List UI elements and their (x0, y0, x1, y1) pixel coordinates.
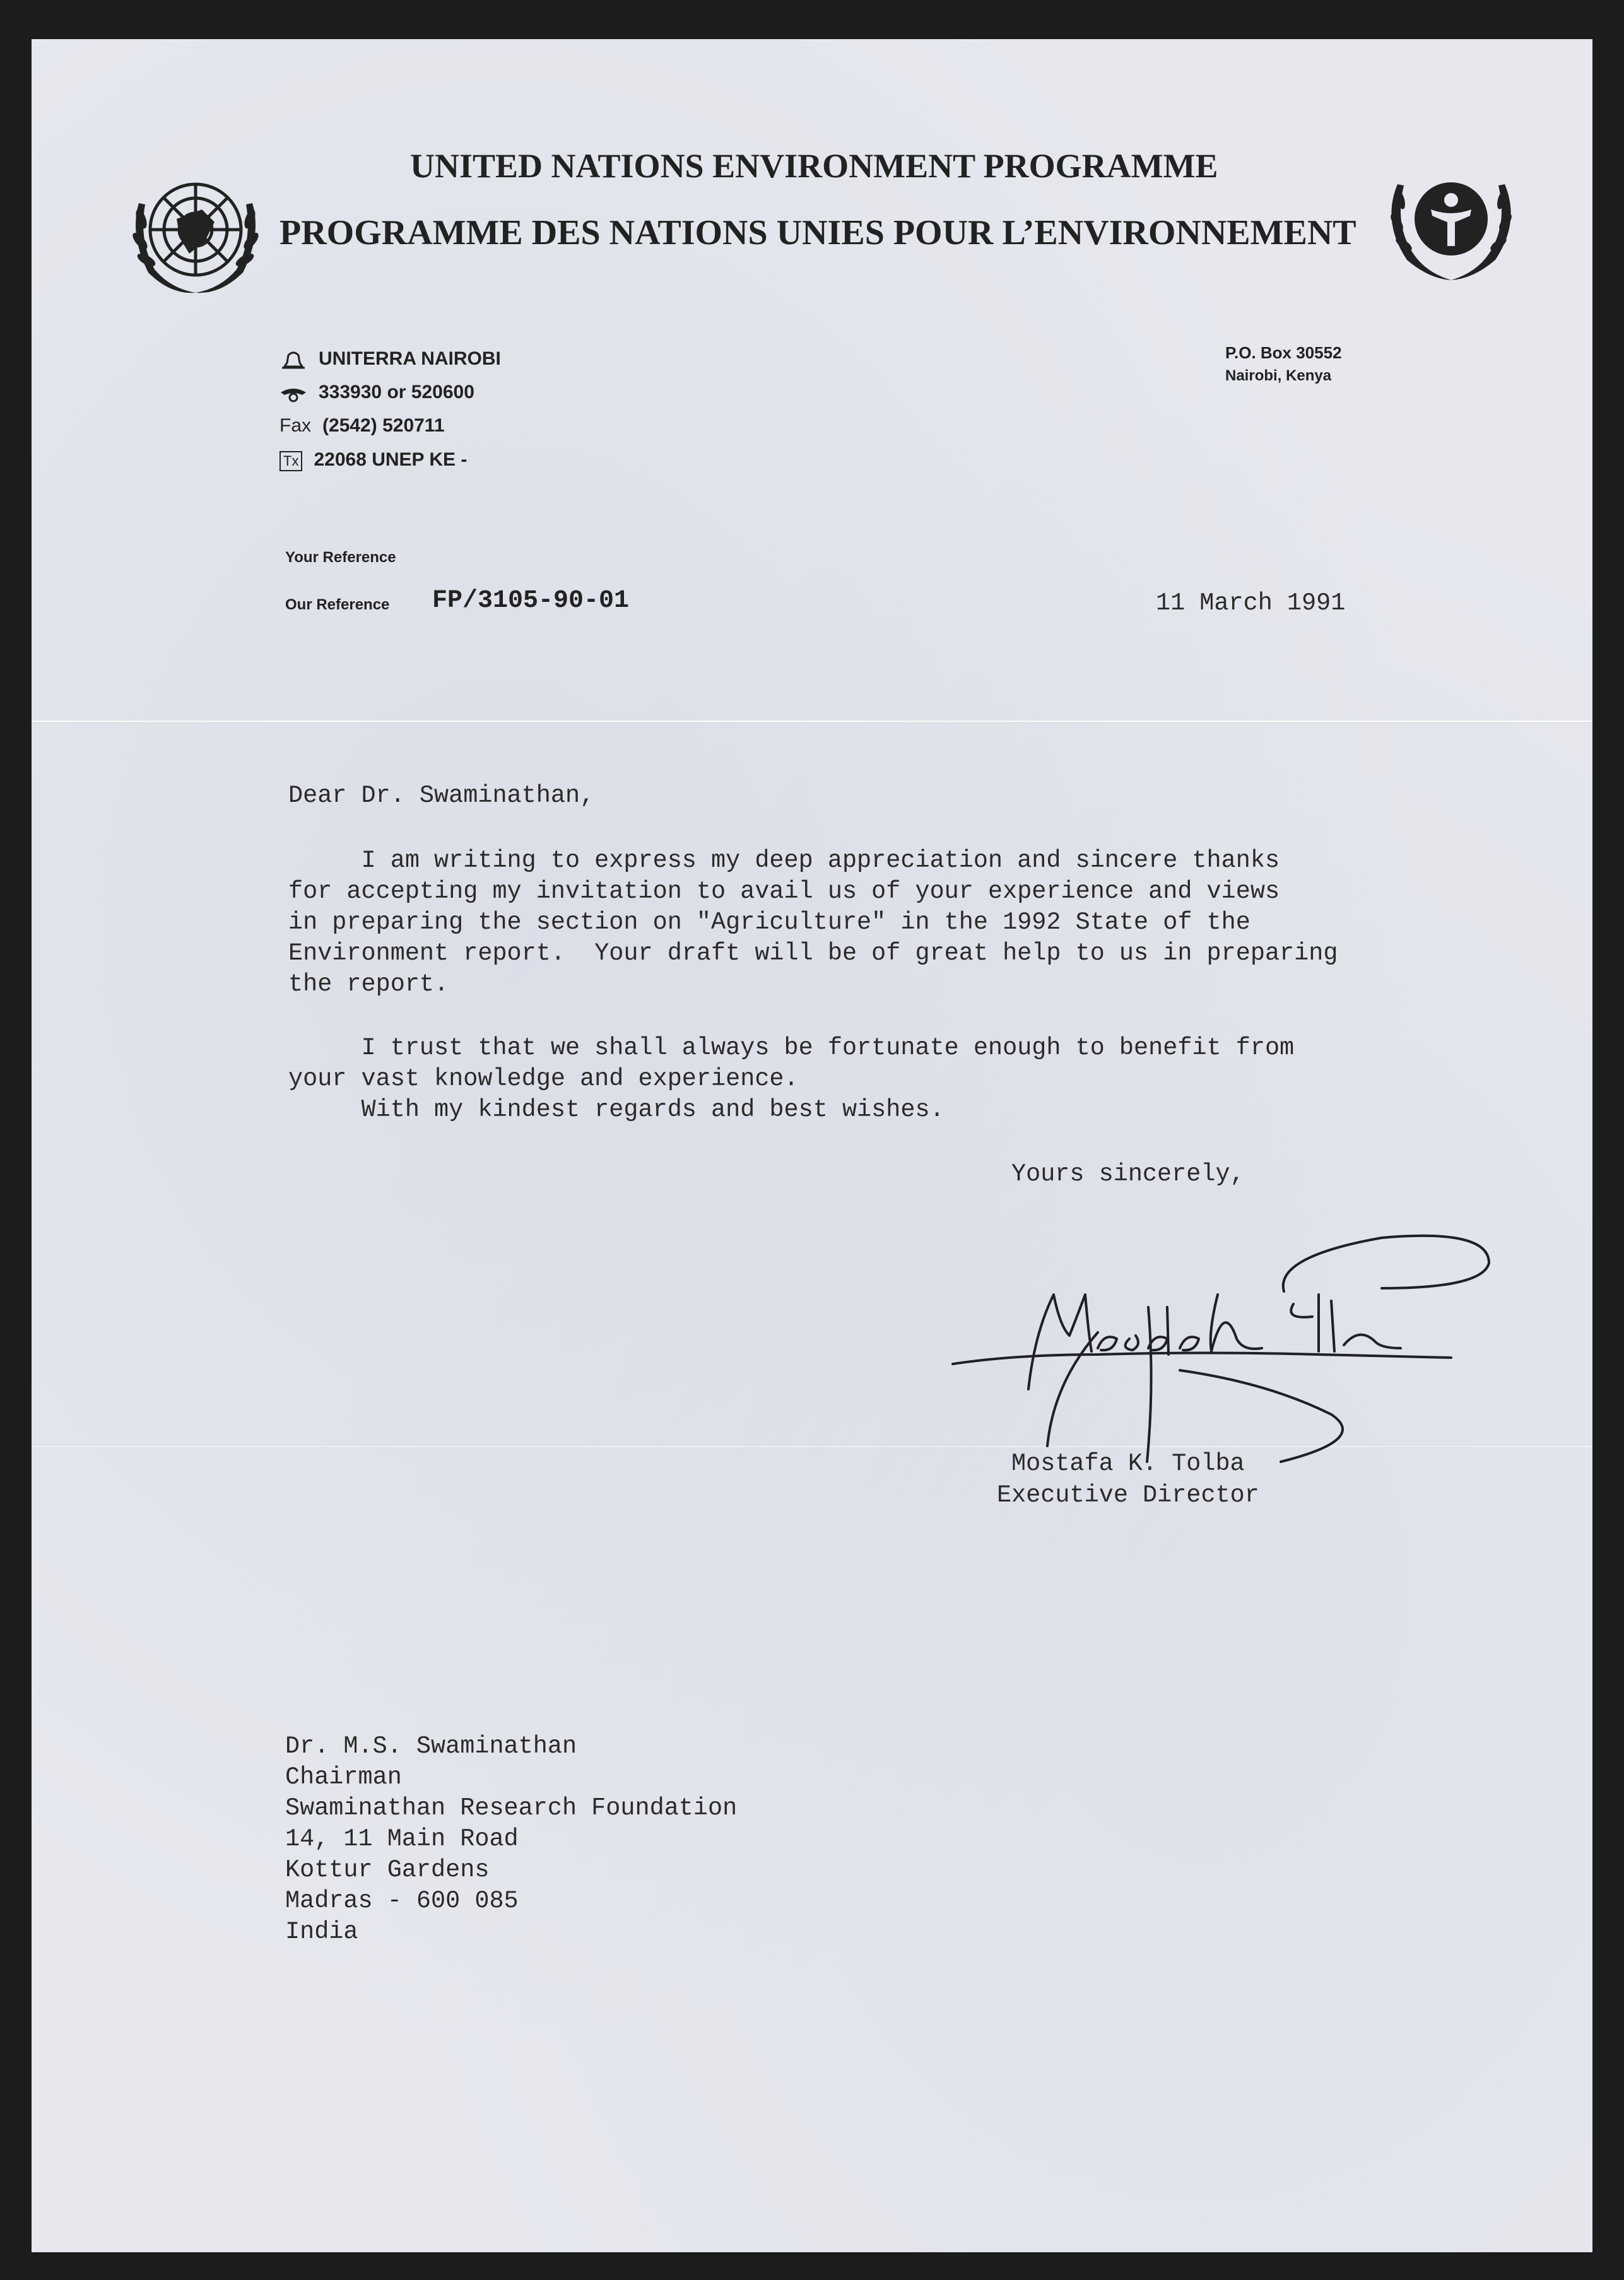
fax-number: (2542) 520711 (322, 415, 445, 436)
telex-number: 22068 UNEP KE - (314, 449, 468, 470)
telegram-line (279, 348, 501, 370)
city-address: Nairobi, Kenya (1225, 367, 1332, 384)
letter-date: 11 March 1991 (1156, 589, 1346, 617)
signer-name: Mostafa K. Tolba (1011, 1450, 1245, 1478)
organization-title-french: PROGRAMME DES NATIONS UNIES POUR L’ENVIRONNEMENT (279, 213, 1356, 252)
telex-line (279, 449, 467, 471)
body-paragraph-3: With my kindest regards and best wishes. (288, 1096, 944, 1124)
salutation: Dear Dr. Swaminathan, (288, 782, 595, 809)
closing: Yours sincerely, (1011, 1160, 1245, 1188)
telex-label: Tx (279, 451, 302, 471)
fax-label: Fax (279, 415, 312, 436)
address-line: Chairman (285, 1763, 402, 1791)
recipient-address (285, 1731, 737, 1948)
address-line: 14, 11 Main Road (285, 1825, 519, 1853)
phone-numbers: 333930 or 520600 (319, 382, 474, 403)
our-reference-number: FP/3105-90-01 (432, 587, 630, 615)
address-line: Kottur Gardens (285, 1856, 490, 1884)
phone-line (279, 382, 474, 403)
body-paragraph-1: I am writing to express my deep appreciation and sincere thanks for accepting my invitation to avail us of your experience and views in preparing the section on "Agriculture" in the 1992 State of the Environment report. Your draft will be of great help to us in preparing the report. (288, 847, 1338, 998)
telephone-icon (279, 384, 307, 403)
unep-emblem-icon (1375, 146, 1527, 298)
signer-title: Executive Director (997, 1481, 1259, 1509)
address-line: India (285, 1918, 358, 1946)
telegram-address: UNITERRA NAIROBI (319, 348, 501, 369)
your-reference-label: Your Reference (285, 549, 396, 566)
fax-line (279, 415, 445, 437)
address-line: Swaminathan Research Foundation (285, 1794, 738, 1822)
our-reference-label: Our Reference (285, 596, 390, 613)
fold-line (32, 720, 1592, 723)
body-paragraph-2: I trust that we shall always be fortunate enough to benefit from your vast knowledge and experience. (288, 1034, 1295, 1093)
bell-icon (279, 350, 307, 369)
un-emblem-icon (120, 159, 271, 310)
organization-title: UNITED NATIONS ENVIRONMENT PROGRAMME (410, 147, 1218, 185)
address-line: Madras - 600 085 (285, 1887, 519, 1915)
po-box: P.O. Box 30552 (1225, 343, 1342, 362)
handwritten-signature (940, 1225, 1495, 1478)
address-line: Dr. M.S. Swaminathan (285, 1732, 577, 1760)
letter-page (32, 39, 1592, 2252)
